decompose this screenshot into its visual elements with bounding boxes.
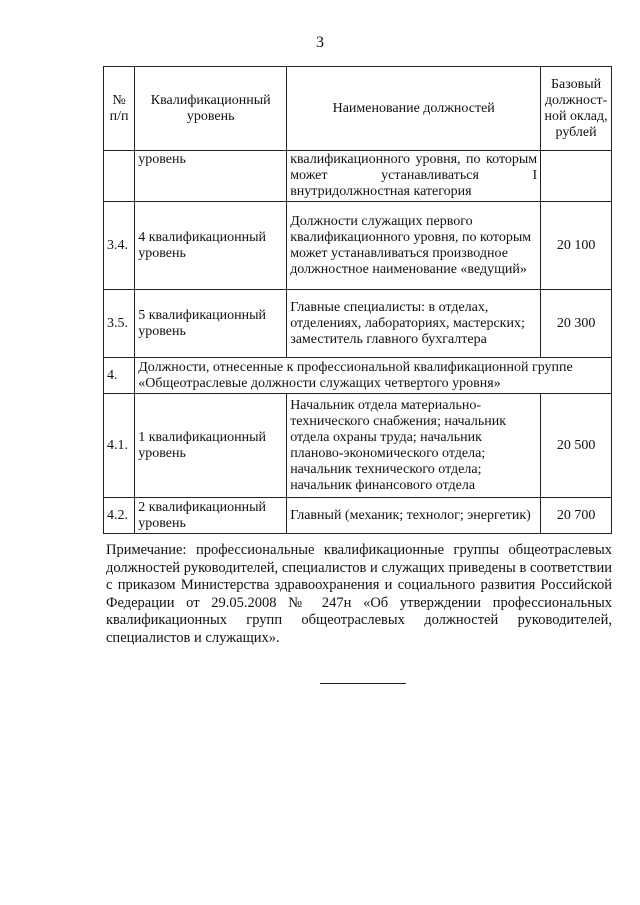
footnote: Примечание: профессиональные квалификационные группы общеотраслевых должностей руководителей, специалистов и служащих приведены в соответствии с приказом Министерства здравоохранения и социального развития Российской Федерации от 29.05.2008 № 247н «Об утверждении профессиональных квалификационных групп общеотраслевых должностей руководителей, специалистов и служащих». (106, 542, 612, 646)
header-level: Квалификационный уровень (135, 67, 287, 151)
table-group-row (104, 358, 612, 394)
row-salary: 20 500 (541, 394, 612, 498)
row-level: 1 квалификационный уровень (135, 394, 287, 498)
table-row (104, 498, 612, 534)
row-num: 4.2. (104, 498, 135, 534)
row-salary (541, 151, 612, 202)
table-row (104, 290, 612, 358)
row-salary: 20 300 (541, 290, 612, 358)
row-salary: 20 700 (541, 498, 612, 534)
row-name: Главные специалисты: в отделах, отделениях, лабораториях, мастерских; заместитель главного бухгалтера (287, 290, 541, 358)
group-title: Должности, отнесенные к профессиональной квалификационной группе «Общеотраслевые должности служащих четвертого уровня» (135, 358, 612, 394)
table-row (104, 202, 612, 290)
row-num: 3.4. (104, 202, 135, 290)
row-level: 5 квалификационный уровень (135, 290, 287, 358)
table-row (104, 394, 612, 498)
row-name: Начальник отдела материально-технического снабжения; начальник отдела охраны труда; начальник планово-экономического отдела; начальник технического отдела; начальник финансового отдела (287, 394, 541, 498)
row-num: 4.1. (104, 394, 135, 498)
table-header-row (104, 67, 612, 151)
page-number: 3 (316, 34, 324, 51)
row-num (104, 151, 135, 202)
end-rule (320, 683, 406, 684)
row-num: 3.5. (104, 290, 135, 358)
header-num: № п/п (104, 67, 135, 151)
header-name: Наименование должностей (287, 67, 541, 151)
row-level: 4 квалификационный уровень (135, 202, 287, 290)
header-salary: Базовый должност-ной оклад, рублей (541, 67, 612, 151)
row-name: Должности служащих первого квалификационного уровня, по которым может устанавливаться производное должностное наименование «ведущий» (287, 202, 541, 290)
row-name: Главный (механик; технолог; энергетик) (287, 498, 541, 534)
row-salary: 20 100 (541, 202, 612, 290)
row-level: 2 квалификационный уровень (135, 498, 287, 534)
salary-table (103, 66, 612, 534)
row-name: квалификационного уровня, по которым может устанавливаться I внутридолжностная категория (287, 151, 541, 202)
table-row (104, 151, 612, 202)
group-num: 4. (104, 358, 135, 394)
row-level: уровень (135, 151, 287, 202)
